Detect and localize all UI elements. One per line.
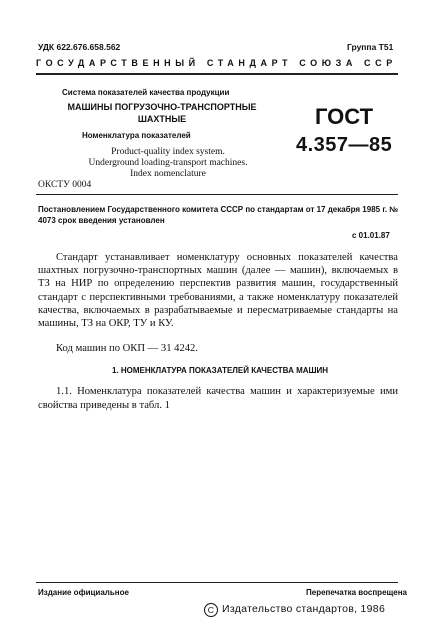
decree-text: Постановлением Государственного комитета СССР по стандартам от 17 декабря 1985 г. № 4073 срок введения установлен (38, 205, 399, 225)
effective-date: с 01.01.87 (352, 231, 390, 240)
middle-divider (36, 194, 398, 195)
product-title (62, 101, 262, 125)
okstu-code: ОКСТУ 0004 (38, 180, 92, 190)
okp-code: Код машин по ОКП — 31 4242. (56, 343, 198, 354)
section-1-heading: 1. НОМЕНКЛАТУРА ПОКАЗАТЕЛЕЙ КАЧЕСТВА МАШИН (112, 366, 329, 375)
copyright-icon: C (204, 603, 218, 617)
system-title: Система показателей качества продукции (62, 88, 230, 97)
gost-label: ГОСТ (315, 104, 374, 129)
english-title-line-1: Product-quality index system. (111, 147, 225, 157)
bottom-divider (36, 582, 398, 583)
top-divider (36, 73, 398, 75)
udk-code: УДК 622.676.658.562 (38, 42, 121, 52)
intro-paragraph: Стандарт устанавливает номенклатуру основных показателей качества шахтных погрузочно-транспортных машин (далее — машин), включаемых в ТЗ на НИР по определению перспектив развития машин, государственный стандарт с перспективными требованиями, а также номенклатуру показателей качества, включаемых в разрабатываемые и пересматриваемые стандарты на машины, ТЗ на ОКР, ТУ и КУ. (38, 252, 398, 330)
english-title (70, 147, 266, 180)
group-code: Группа Т51 (347, 42, 394, 52)
state-standard-banner: ГОСУДАРСТВЕННЫЙ СТАНДАРТ СОЮЗА ССР (36, 58, 397, 68)
nomenclature-subtitle: Номенклатура показателей (82, 131, 191, 140)
english-title-line-3: Index nomenclature (130, 169, 206, 179)
official-edition-label: Издание официальное (38, 588, 129, 597)
product-title-line-1: МАШИНЫ ПОГРУЗОЧНО-ТРАНСПОРТНЫЕ (67, 102, 257, 112)
product-title-line-2: ШАХТНЫЕ (137, 114, 187, 124)
english-title-line-2: Underground loading-transport machines. (88, 158, 248, 168)
gost-number: 4.357—85 (296, 134, 393, 156)
reprint-prohibited-label: Перепечатка воспрещена (306, 588, 407, 597)
copyright-line (204, 603, 385, 617)
clause-1-1: 1.1. Номенклатура показателей качества машин и характеризуемые ими свойства приведены в табл. 1 (38, 386, 398, 411)
copyright-text: Издательство стандартов, 1986 (222, 603, 386, 615)
